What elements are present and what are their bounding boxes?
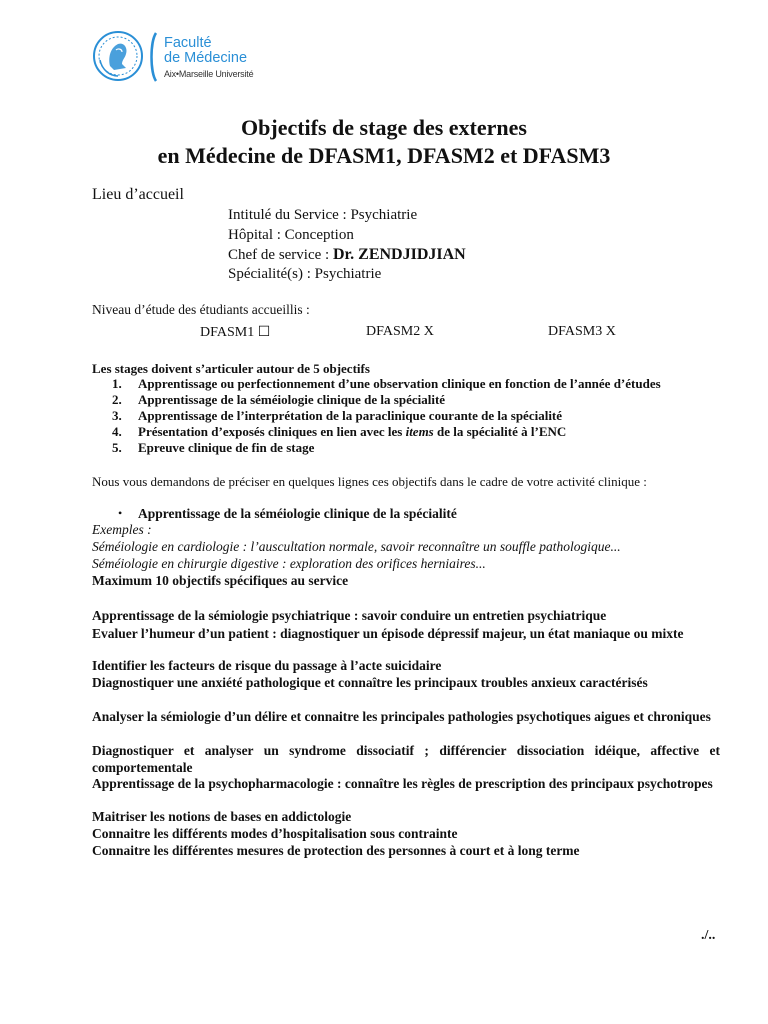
request-text: Nous vous demandons de préciser en quelques lignes ces objectifs dans le cadre de votre activité clinique : [92,474,647,489]
logo-line-faculte: Faculté [164,35,212,51]
example-chirurgie: Séméiologie en chirurgie digestive : exploration des orifices herniaires... [92,556,486,571]
semeiologie-heading: Apprentissage de la séméiologie clinique de la spécialité [138,506,457,521]
objective-item [112,376,661,392]
objective-text: de la spécialité à l’ENC [433,424,567,439]
specific-objective: Connaitre les différents modes d’hospitalisation sous contrainte [92,826,458,841]
examples-label: Exemples : [92,522,152,537]
specific-objective: Analyser la sémiologie d’un délire et connaitre les principales pathologies psychotiques aigues et chroniques [92,709,711,724]
logo-bracket-icon [148,32,158,82]
specific-objective: Evaluer l’humeur d’un patient : diagnostiquer un épisode dépressif majeur, un état maniaque ou mixte [92,626,684,641]
logo-line-medecine: de Médecine [164,50,248,66]
specific-objective: Maitriser les notions de bases en addictologie [92,809,352,824]
objective-item [112,440,661,456]
objective-text: Apprentissage ou perfectionnement d’une observation clinique en fonction de l’année d’études [138,376,661,391]
page-continuation-mark: ./.. [701,928,716,943]
specific-objective: Identifier les facteurs de risque du passage à l’acte suicidaire [92,658,442,673]
faculty-logo [92,30,292,86]
max-objectives-note: Maximum 10 objectifs spécifiques au service [92,573,349,588]
objective-text: Epreuve clinique de fin de stage [138,440,315,455]
objectives-list [112,376,661,456]
niveau-label: Niveau d’étude des étudiants accueillis : [92,302,310,317]
objective-number: 3. [112,408,122,423]
document-title-line2: en Médecine de DFASM1, DFASM2 et DFASM3 [157,143,611,168]
specific-objective: Diagnostiquer et analyser un syndrome dissociatif ; différencier dissociation idéique, affective et comportementale [92,743,720,775]
bullet-icon: • [118,506,123,520]
logo-text [164,36,253,81]
objective-text-italic: items [405,424,434,439]
document-title-line1: Objectifs de stage des externes [241,115,527,140]
objective-item [112,392,661,408]
service-name: Intitulé du Service : Psychiatrie [228,207,418,223]
checkbox-empty-icon: ☐ [257,325,271,340]
level-name: DFASM2 [366,324,421,339]
chef-name: Dr. ZENDJIDJIAN [332,246,466,263]
faculty-emblem-icon [92,30,144,82]
level-mark: X [423,324,434,339]
logo-line-university: Aix•Marseille Université [164,69,254,79]
objective-number: 1. [112,376,122,391]
chef-label: Chef de service : [228,247,330,263]
level-name: DFASM3 [548,324,603,339]
specific-objective: Apprentissage de la sémiologie psychiatrique : savoir conduire un entretien psychiatrique [92,608,607,623]
objective-number: 2. [112,392,122,407]
objective-text: Apprentissage de la séméiologie clinique de la spécialité [138,392,446,407]
chef-de-service [228,246,466,264]
specific-objective: Apprentissage de la psychopharmacologie : connaître les règles de prescription des principaux psychotropes [92,776,713,791]
lieu-heading: Lieu d’accueil [92,186,184,203]
level-dfasm2 [366,324,434,340]
objective-number: 5. [112,440,122,455]
objectives-heading: Les stages doivent s’articuler autour de 5 objectifs [92,361,370,376]
specialite: Spécialité(s) : Psychiatrie [228,266,382,282]
objective-item [112,408,661,424]
level-mark: X [605,324,616,339]
specific-objective: Connaitre les différentes mesures de protection des personnes à court et à long terme [92,843,580,858]
objective-text: Apprentissage de l’interprétation de la paraclinique courante de la spécialité [138,408,563,423]
example-cardiologie: Séméiologie en cardiologie : l’auscultation normale, savoir reconnaître un souffle pathologique... [92,539,621,554]
hospital-name: Hôpital : Conception [228,227,354,243]
level-dfasm1 [200,324,270,341]
objective-item [112,424,661,440]
objective-number: 4. [112,424,122,439]
specific-objective: Diagnostiquer une anxiété pathologique et connaître les principaux troubles anxieux caractérisés [92,675,648,690]
objective-text: Présentation d’exposés cliniques en lien avec les [138,424,406,439]
level-name: DFASM1 [200,325,255,340]
level-dfasm3 [548,324,616,340]
